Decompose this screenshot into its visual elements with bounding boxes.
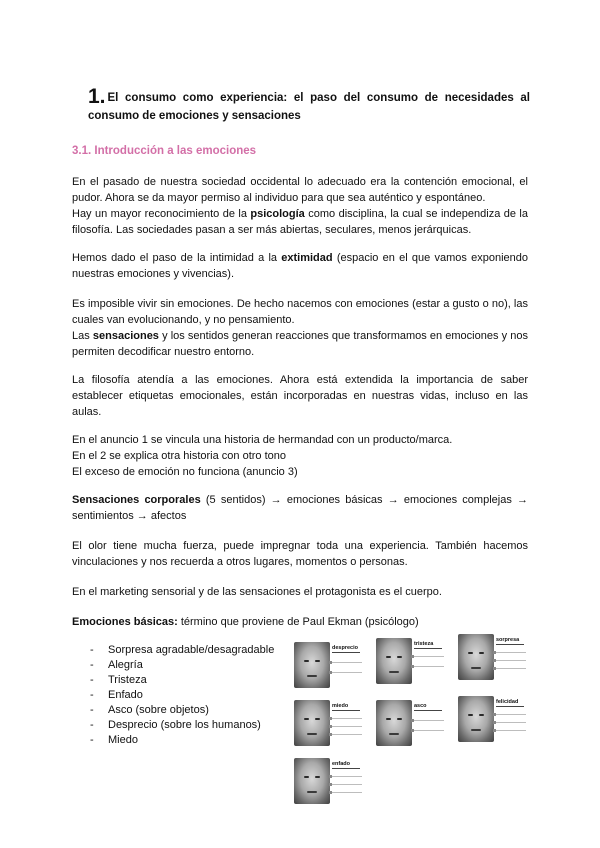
paragraph-basic-emotions [72, 614, 528, 630]
paragraph-text: En el 2 se explica otra historia con otro tono [72, 450, 287, 462]
paragraph-philosophy [72, 372, 528, 420]
paragraph-sensations [72, 492, 528, 524]
list-item: - Tristeza [90, 673, 274, 688]
list-item: - Sorpresa agradable/desagradable [90, 643, 274, 658]
paragraph-ads [72, 432, 528, 480]
paragraph-text: Sensaciones corporales (5 sentidos) → emociones básicas → emociones complejas → sentimientos → afectos [72, 494, 528, 522]
paragraph-extimidad [72, 250, 528, 282]
face-image [294, 758, 330, 804]
emotions-list [90, 643, 274, 748]
face-image [458, 696, 494, 742]
chapter-title: El consumo como experiencia: el paso del consumo de necesidades al consumo de emociones y sensaciones [88, 92, 530, 122]
paragraph-text: En el pasado de nuestra sociedad occidental lo adecuado era la contención emocional, el pudor. Ahora se da mayor permiso al individuo para que sea auténtico y espontáneo. [72, 176, 528, 204]
emotion-label: tristeza [414, 641, 442, 649]
ekman-emotions-figure [290, 638, 530, 833]
face-image [376, 638, 412, 684]
list-item: - Asco (sobre objetos) [90, 703, 274, 718]
emotion-label: miedo [332, 703, 360, 711]
face-image [294, 700, 330, 746]
emotion-label: sorpresa [496, 637, 524, 645]
emotion-label: desprecio [332, 645, 360, 653]
section-title: 3.1. Introducción a las emociones [72, 145, 257, 157]
emotion-label: enfado [332, 761, 360, 769]
paragraph-text: La filosofía atendía a las emociones. Ahora está extendida la importancia de saber establecer etiquetas emocionales, están incorporadas en nuestras vidas, incluso en las aulas. [72, 374, 528, 418]
paragraph-text: Hay un mayor reconocimiento de la psicología como disciplina, la cual se independiza de la filosofía. Las sociedades pasan a ser más abiertas, seculares, menos jerárquicas. [72, 208, 528, 236]
paragraph-text: El olor tiene mucha fuerza, puede impregnar toda una experiencia. También hacemos vinculaciones y nos recuerda a otros lugares, momentos o personas. [72, 540, 528, 568]
list-item: - Desprecio (sobre los humanos) [90, 718, 274, 733]
paragraph-text: El exceso de emoción no funciona (anuncio 3) [72, 466, 298, 478]
paragraph-text: Hemos dado el paso de la intimidad a la extimidad (espacio en el que vamos exponiendo nuestras emociones y vivencias). [72, 252, 528, 280]
paragraph-text: En el anuncio 1 se vincula una historia de hermandad con un producto/marca. [72, 434, 453, 446]
list-item: - Alegría [90, 658, 274, 673]
paragraph-marketing [72, 584, 528, 600]
list-item: - Miedo [90, 733, 274, 748]
face-image [294, 642, 330, 688]
paragraph-smell [72, 538, 528, 570]
paragraph-contention [72, 174, 528, 238]
paragraph-emotions [72, 296, 528, 360]
paragraph-text: En el marketing sensorial y de las sensaciones el protagonista es el cuerpo. [72, 586, 442, 598]
chapter-heading [88, 85, 530, 125]
paragraph-text: Es imposible vivir sin emociones. De hecho nacemos con emociones (estar a gusto o no), las cuales van evolucionando, y no pensamiento. [72, 298, 528, 326]
chapter-number: 1. [88, 85, 106, 108]
face-image [458, 634, 494, 680]
list-item: - Enfado [90, 688, 274, 703]
emotion-label: felicidad [496, 699, 524, 707]
paragraph-text: Las sensaciones y los sentidos generan reacciones que transformamos en emociones y nos permiten decodificar nuestro entorno. [72, 330, 528, 358]
emotion-label: asco [414, 703, 442, 711]
paragraph-text: Emociones básicas: término que proviene de Paul Ekman (psicólogo) [72, 616, 419, 628]
face-image [376, 700, 412, 746]
